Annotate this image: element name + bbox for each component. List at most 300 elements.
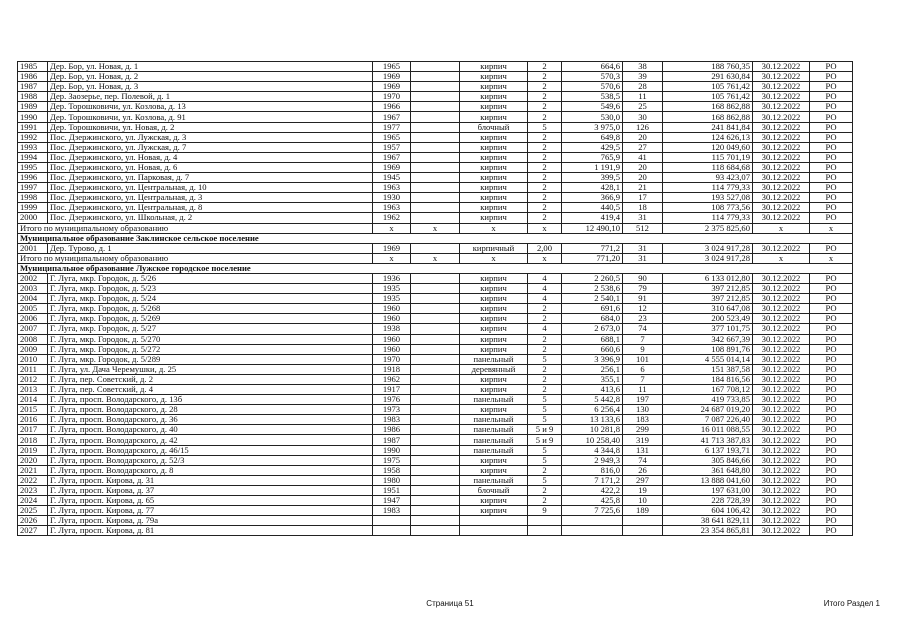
cell-program: РО [810,152,853,162]
cell-year-built: 1977 [373,122,411,132]
cell-cost: 114 779,33 [663,213,753,223]
cell-address: Дер. Бор, ул. Новая, д. 2 [48,72,373,82]
total-area: 12 490,10 [562,223,623,233]
cell-floors: 2 [528,112,562,122]
total-row [18,253,853,263]
cell-residents: 17 [623,193,663,203]
cell-area: 538,5 [562,92,623,102]
cell-date: 30.12.2022 [753,243,810,253]
cell-floors [528,516,562,526]
cell-wall-material: кирпич [460,193,528,203]
cell-floors: 2 [528,203,562,213]
cell-cost: 200 523,49 [663,314,753,324]
cell-year-reconstructed [411,415,460,425]
cell-wall-material: кирпич [460,465,528,475]
cell-date: 30.12.2022 [753,405,810,415]
cell-date: 30.12.2022 [753,485,810,495]
cell-wall-material [460,526,528,536]
total-label: Итого по муниципальному образованию [18,223,373,233]
cell-floors: 2,00 [528,243,562,253]
cell-year-built: 1969 [373,162,411,172]
cell-address: Г. Луга, просп. Володарского, д. 42 [48,435,373,445]
cell-cost: 188 760,35 [663,62,753,72]
cell-residents: 79 [623,284,663,294]
cell-wall-material: кирпич [460,334,528,344]
cell-wall-material: кирпич [460,183,528,193]
cell-floors: 2 [528,344,562,354]
cell-residents: 6 [623,364,663,374]
cell-address: Г. Луга, просп. Кирова, д. 79а [48,516,373,526]
cell-year-reconstructed [411,475,460,485]
cell-floors: 5 [528,405,562,415]
cell-row-number: 1987 [18,82,48,92]
cell-year-built: 1962 [373,374,411,384]
cell-date: 30.12.2022 [753,132,810,142]
cell-wall-material: панельный [460,415,528,425]
cell-date: 30.12.2022 [753,173,810,183]
section-total-label: Итого Раздел 1 [823,599,880,608]
cell-row-number: 1989 [18,102,48,112]
cell-wall-material: панельный [460,445,528,455]
cell-row-number: 2006 [18,314,48,324]
cell-program: РО [810,112,853,122]
cell-area: 2 538,6 [562,284,623,294]
cell-residents: 130 [623,405,663,415]
cell-program: РО [810,475,853,485]
cell-floors: 4 [528,273,562,283]
cell-area: 10 258,40 [562,435,623,445]
cell-year-built: 1935 [373,284,411,294]
cell-address: Г. Луга, просп. Володарского, д. 40 [48,425,373,435]
cell-area [562,516,623,526]
cell-year-built: 1960 [373,334,411,344]
cell-area: 355,1 [562,374,623,384]
cell-year-built: 1958 [373,465,411,475]
cell-wall-material: кирпичный [460,243,528,253]
cell-row-number: 2026 [18,516,48,526]
cell-cost: 7 087 226,40 [663,415,753,425]
cell-residents: 189 [623,506,663,516]
cell-residents: 7 [623,374,663,384]
cell-year-built: 1975 [373,455,411,465]
cell-program: РО [810,162,853,172]
cell-program: РО [810,506,853,516]
cell-cost: 38 641 829,11 [663,516,753,526]
cell-address: Дер. Бор, ул. Новая, д. 1 [48,62,373,72]
cell-date: 30.12.2022 [753,284,810,294]
total-row [18,223,853,233]
cell-address: Дер. Торошковичи, ул. Новая, д. 2 [48,122,373,132]
cell-year-reconstructed [411,294,460,304]
cell-floors: 4 [528,324,562,334]
cell-date: 30.12.2022 [753,374,810,384]
cell-area: 429,5 [562,142,623,152]
cell-program: РО [810,516,853,526]
cell-residents: 131 [623,445,663,455]
cell-program: РО [810,415,853,425]
cell-row-number: 2013 [18,385,48,395]
cell-program: РО [810,465,853,475]
cell-residents: 74 [623,324,663,334]
cell-row-number: 1999 [18,203,48,213]
cell-row-number: 1995 [18,162,48,172]
cell-address: Пос. Дзержинского, ул. Парковая, д. 7 [48,173,373,183]
cell-residents: 7 [623,334,663,344]
cell-address: Г. Луга, мкр. Городок, д. 5/26 [48,273,373,283]
cell-floors: 5 [528,415,562,425]
table-row [18,485,853,495]
table-row [18,122,853,132]
total-date: x [753,223,810,233]
cell-row-number: 1985 [18,62,48,72]
cell-wall-material: деревянный [460,364,528,374]
cell-address: Пос. Дзержинского, ул. Центральная, д. 10 [48,183,373,193]
cell-row-number: 2019 [18,445,48,455]
cell-date: 30.12.2022 [753,526,810,536]
total-wall-material: x [460,223,528,233]
cell-wall-material: кирпич [460,385,528,395]
cell-address: Г. Луга, просп. Володарского, д. 13б [48,395,373,405]
cell-floors: 2 [528,162,562,172]
cell-year-built: 1965 [373,62,411,72]
cell-year-built: 1960 [373,314,411,324]
cell-residents: 9 [623,344,663,354]
cell-address: Пос. Дзержинского, ул. Школьная, д. 2 [48,213,373,223]
cell-cost: 124 626,13 [663,132,753,142]
cell-area: 428,1 [562,183,623,193]
cell-year-reconstructed [411,173,460,183]
cell-area [562,526,623,536]
cell-year-reconstructed [411,395,460,405]
cell-row-number: 1992 [18,132,48,142]
cell-year-built: 1960 [373,304,411,314]
cell-date: 30.12.2022 [753,162,810,172]
cell-program: РО [810,485,853,495]
cell-residents: 21 [623,183,663,193]
cell-year-reconstructed [411,496,460,506]
cell-address: Пос. Дзержинского, ул. Центральная, д. 3 [48,193,373,203]
cell-wall-material: кирпич [460,294,528,304]
cell-program: РО [810,82,853,92]
table-row [18,364,853,374]
total-cost: 2 375 825,60 [663,223,753,233]
cell-cost: 197 631,00 [663,485,753,495]
cell-wall-material: кирпич [460,284,528,294]
table-row [18,142,853,152]
cell-residents: 30 [623,112,663,122]
cell-cost: 604 106,42 [663,506,753,516]
cell-cost: 184 816,56 [663,374,753,384]
cell-area: 6 256,4 [562,405,623,415]
cell-address: Г. Луга, мкр. Городок, д. 5/289 [48,354,373,364]
cell-year-built: 1976 [373,395,411,405]
cell-year-reconstructed [411,405,460,415]
cell-residents: 19 [623,485,663,495]
cell-row-number: 2012 [18,374,48,384]
cell-address: Пос. Дзержинского, ул. Лужская, д. 7 [48,142,373,152]
cell-wall-material: панельный [460,475,528,485]
cell-wall-material: кирпич [460,112,528,122]
cell-floors [528,526,562,536]
cell-year-reconstructed [411,304,460,314]
cell-area: 684,0 [562,314,623,324]
cell-program: РО [810,273,853,283]
cell-date: 30.12.2022 [753,183,810,193]
cell-date: 30.12.2022 [753,445,810,455]
table-row [18,506,853,516]
cell-floors: 5 и 9 [528,425,562,435]
cell-year-reconstructed [411,213,460,223]
cell-date: 30.12.2022 [753,92,810,102]
table-row [18,273,853,283]
cell-residents: 20 [623,162,663,172]
cell-cost: 115 701,19 [663,152,753,162]
cell-residents [623,526,663,536]
cell-wall-material: панельный [460,354,528,364]
cell-wall-material: кирпич [460,405,528,415]
cell-area: 549,6 [562,102,623,112]
section-title: Муниципальное образование Лужское городское поселение [18,263,853,273]
housing-register-table [17,61,853,536]
cell-area: 765,9 [562,152,623,162]
cell-year-built: 1947 [373,496,411,506]
cell-year-built: 1990 [373,445,411,455]
page-footer [0,599,900,613]
cell-date: 30.12.2022 [753,354,810,364]
cell-date: 30.12.2022 [753,152,810,162]
cell-address: Г. Луга, мкр. Городок, д. 5/269 [48,314,373,324]
cell-wall-material: кирпич [460,496,528,506]
cell-address: Г. Луга, мкр. Городок, д. 5/27 [48,324,373,334]
cell-year-reconstructed [411,334,460,344]
total-cost: 3 024 917,28 [663,253,753,263]
cell-program: РО [810,203,853,213]
cell-program: РО [810,385,853,395]
cell-year-reconstructed [411,142,460,152]
cell-wall-material: кирпич [460,304,528,314]
table-row [18,304,853,314]
cell-date: 30.12.2022 [753,455,810,465]
cell-area: 664,6 [562,62,623,72]
cell-year-reconstructed [411,152,460,162]
table-row [18,284,853,294]
cell-year-built: 1969 [373,82,411,92]
cell-floors: 2 [528,314,562,324]
cell-program: РО [810,284,853,294]
cell-wall-material: кирпич [460,506,528,516]
cell-date: 30.12.2022 [753,496,810,506]
cell-date: 30.12.2022 [753,122,810,132]
cell-cost: 291 630,84 [663,72,753,82]
cell-floors: 2 [528,132,562,142]
table-row [18,152,853,162]
cell-cost: 168 862,88 [663,102,753,112]
table-row [18,173,853,183]
cell-wall-material: кирпич [460,213,528,223]
cell-row-number: 2011 [18,364,48,374]
cell-date: 30.12.2022 [753,425,810,435]
cell-wall-material: кирпич [460,132,528,142]
cell-program: РО [810,405,853,415]
cell-row-number: 1988 [18,92,48,102]
cell-floors: 2 [528,82,562,92]
cell-cost: 342 667,39 [663,334,753,344]
cell-date: 30.12.2022 [753,82,810,92]
total-year-reconstructed: x [411,223,460,233]
total-year-reconstructed: x [411,253,460,263]
cell-area: 4 344,8 [562,445,623,455]
cell-year-reconstructed [411,112,460,122]
cell-cost: 105 761,42 [663,82,753,92]
cell-year-built: 1986 [373,425,411,435]
cell-year-built: 1973 [373,405,411,415]
cell-area: 2 673,0 [562,324,623,334]
cell-date: 30.12.2022 [753,193,810,203]
cell-address: Г. Луга, просп. Володарского, д. 52/3 [48,455,373,465]
section-header-row [18,263,853,273]
cell-program: РО [810,425,853,435]
cell-row-number: 2002 [18,273,48,283]
cell-row-number: 2027 [18,526,48,536]
cell-address: Г. Луга, просп. Володарского, д. 36 [48,415,373,425]
cell-address: Г. Луга, мкр. Городок, д. 5/272 [48,344,373,354]
cell-address: Пос. Дзержинского, ул. Центральная, д. 8 [48,203,373,213]
cell-program: РО [810,314,853,324]
cell-area: 3 975,0 [562,122,623,132]
cell-cost: 361 648,80 [663,465,753,475]
table-row [18,193,853,203]
cell-address: Г. Луга, мкр. Городок, д. 5/23 [48,284,373,294]
cell-program: РО [810,102,853,112]
table-row [18,213,853,223]
total-program: x [810,223,853,233]
cell-address: Дер. Торошковичи, ул. Козлова, д. 13 [48,102,373,112]
cell-area: 366,9 [562,193,623,203]
cell-year-built: 1945 [373,173,411,183]
table-row [18,324,853,334]
cell-residents: 39 [623,72,663,82]
cell-row-number: 2018 [18,435,48,445]
cell-year-reconstructed [411,122,460,132]
cell-floors: 5 [528,475,562,485]
cell-floors: 9 [528,506,562,516]
cell-area: 256,1 [562,364,623,374]
cell-program: РО [810,122,853,132]
cell-area: 13 133,6 [562,415,623,425]
cell-area: 413,6 [562,385,623,395]
cell-row-number: 1994 [18,152,48,162]
cell-residents: 18 [623,203,663,213]
cell-area: 530,0 [562,112,623,122]
cell-year-reconstructed [411,72,460,82]
cell-address: Пос. Дзержинского, ул. Новая, д. 4 [48,152,373,162]
cell-cost: 120 049,60 [663,142,753,152]
cell-cost: 3 024 917,28 [663,243,753,253]
cell-row-number: 1993 [18,142,48,152]
cell-floors: 5 [528,445,562,455]
cell-area: 10 281,8 [562,425,623,435]
cell-wall-material: кирпич [460,374,528,384]
cell-year-reconstructed [411,284,460,294]
cell-year-built: 1962 [373,213,411,223]
cell-residents [623,516,663,526]
cell-row-number: 2022 [18,475,48,485]
cell-cost: 241 841,84 [663,122,753,132]
cell-area: 440,5 [562,203,623,213]
cell-address: Г. Луга, ул. Дача Черемушки, д. 25 [48,364,373,374]
cell-program: РО [810,344,853,354]
cell-floors: 5 и 9 [528,435,562,445]
cell-year-reconstructed [411,465,460,475]
cell-year-reconstructed [411,203,460,213]
table-row [18,385,853,395]
cell-residents: 319 [623,435,663,445]
cell-cost: 305 846,66 [663,455,753,465]
cell-year-reconstructed [411,102,460,112]
cell-area: 7 171,2 [562,475,623,485]
cell-program: РО [810,354,853,364]
cell-residents: 299 [623,425,663,435]
cell-cost: 151 387,58 [663,364,753,374]
cell-wall-material: кирпич [460,273,528,283]
cell-year-reconstructed [411,273,460,283]
cell-wall-material: кирпич [460,203,528,213]
cell-year-built: 1966 [373,102,411,112]
cell-row-number: 2024 [18,496,48,506]
cell-year-reconstructed [411,364,460,374]
cell-residents: 20 [623,173,663,183]
cell-wall-material: кирпич [460,344,528,354]
cell-wall-material: панельный [460,395,528,405]
cell-row-number: 2010 [18,354,48,364]
cell-row-number: 2001 [18,243,48,253]
cell-cost: 419 733,85 [663,395,753,405]
cell-residents: 25 [623,102,663,112]
cell-row-number: 1986 [18,72,48,82]
cell-program: РО [810,92,853,102]
total-date: x [753,253,810,263]
cell-year-reconstructed [411,193,460,203]
cell-cost: 118 684,68 [663,162,753,172]
table-row [18,435,853,445]
cell-residents: 74 [623,455,663,465]
cell-row-number: 1990 [18,112,48,122]
cell-residents: 28 [623,82,663,92]
cell-date: 30.12.2022 [753,142,810,152]
cell-floors: 2 [528,485,562,495]
table-row [18,243,853,253]
cell-year-reconstructed [411,62,460,72]
cell-program: РО [810,193,853,203]
cell-year-built: 1965 [373,132,411,142]
cell-date: 30.12.2022 [753,506,810,516]
cell-row-number: 2008 [18,334,48,344]
cell-year-built: 1917 [373,385,411,395]
cell-program: РО [810,173,853,183]
cell-cost: 16 011 088,55 [663,425,753,435]
table-row [18,354,853,364]
cell-area: 771,2 [562,243,623,253]
cell-floors: 5 [528,395,562,405]
cell-address: Г. Луга, мкр. Городок, д. 5/24 [48,294,373,304]
cell-residents: 12 [623,304,663,314]
cell-cost: 41 713 387,83 [663,435,753,445]
cell-program: РО [810,374,853,384]
cell-floors: 2 [528,334,562,344]
cell-row-number: 2021 [18,465,48,475]
total-wall-material: x [460,253,528,263]
cell-year-reconstructed [411,455,460,465]
